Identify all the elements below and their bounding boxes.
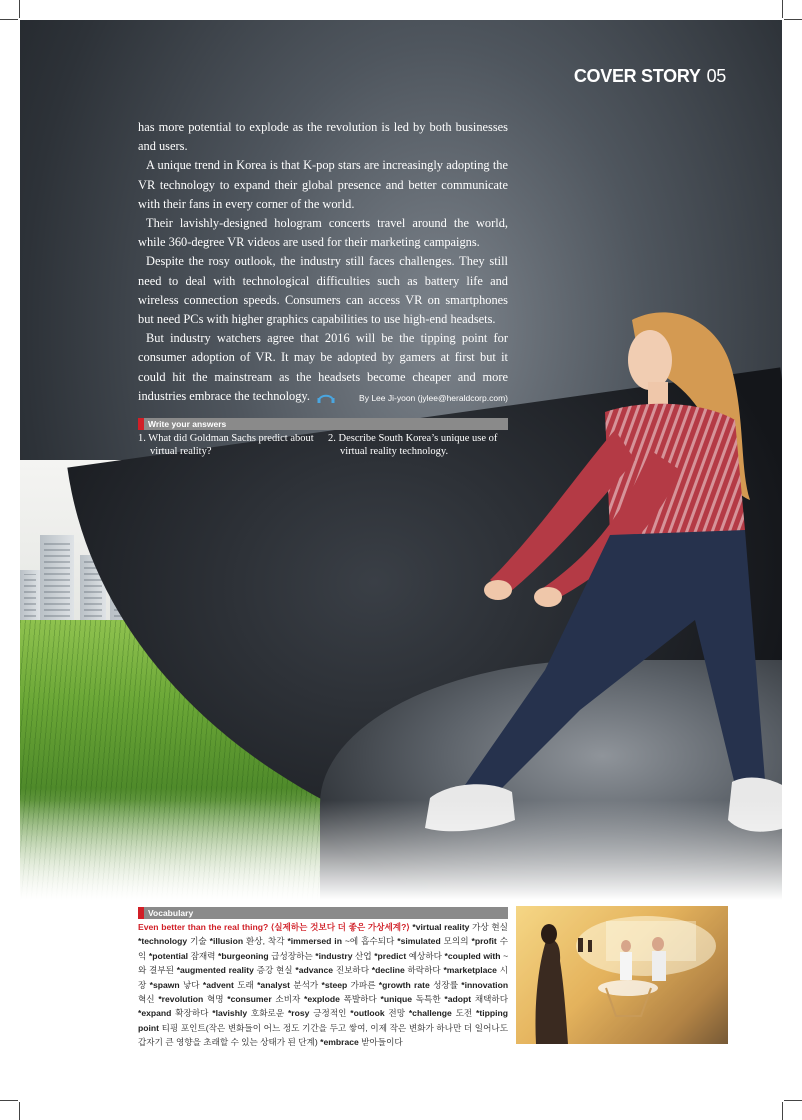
vocab-meaning: ~에 흡수되다 <box>344 936 395 947</box>
crop-mark <box>19 1102 20 1120</box>
vocab-meaning: 티핑 포인트(작은 변화들이 어느 정도 기간을 두고 쌓여, 이제 작은 변화가 하나만 더 일어나도 갑자기 큰 영향을 초래할 수 있는 상태가 된 단계) <box>138 1022 509 1048</box>
vocab-meaning: 환상, 착각 <box>246 936 285 947</box>
article-paragraph: has more potential to explode as the revolution is led by both businesses and users. <box>138 120 508 154</box>
vocab-meaning: 산업 <box>355 950 372 961</box>
vocab-meaning: 도래 <box>237 979 254 990</box>
vocab-term: *embrace <box>320 1037 359 1048</box>
vocab-term: *burgeoning <box>218 950 269 961</box>
vocab-term: *predict <box>374 950 407 961</box>
vocab-term: *potential <box>148 950 189 961</box>
vocab-term: *expand <box>138 1008 172 1019</box>
vocab-meaning: 채택하다 <box>474 994 509 1005</box>
vocab-term: *lavishly <box>212 1008 248 1019</box>
page-number: 05 <box>706 66 726 86</box>
vocab-term: *challenge <box>408 1008 452 1019</box>
vocabulary-intro: Even better than the real thing? ⟨실제하는 것보다 더 좋은 가상세계?⟩ <box>138 922 410 932</box>
bottom-fade <box>20 800 782 900</box>
vocab-term: *advent <box>202 979 234 990</box>
vocab-meaning: 수익 <box>138 936 509 961</box>
crop-mark <box>0 19 18 20</box>
section-header <box>574 66 726 87</box>
article-body <box>138 118 508 408</box>
question-item: 2. Describe South Korea’s unique use of virtual reality technology. <box>328 433 498 457</box>
vocab-term: *coupled with <box>444 950 501 961</box>
article-paragraph: A unique trend in Korea is that K-pop stars are increasingly adopting the VR technology to expand their global presence and better communicate with their fans in every corner of the world. <box>138 158 508 211</box>
headset-icon <box>317 391 335 403</box>
vocab-term: *growth rate <box>378 979 430 990</box>
vocabulary-heading <box>138 907 508 919</box>
crop-mark <box>784 19 802 20</box>
vocab-meaning: 호화로운 <box>250 1008 285 1019</box>
vocab-meaning: 기술 <box>190 936 207 947</box>
crop-mark <box>19 0 20 18</box>
vocab-meaning: 폭발하다 <box>343 994 377 1005</box>
article-paragraph-text: But industry watchers agree that 2016 will be the tipping point for consumer adoption of VR. It may be adopted by gamers at first but it could hit the mainstream as the headsets become cheaper and more industries embrace the technology. <box>138 331 508 403</box>
vocab-meaning: 진보하다 <box>335 965 370 976</box>
questions-heading-label: Write your answers <box>148 419 227 429</box>
vocab-meaning: 성장률 <box>433 979 458 990</box>
vocab-term: *simulated <box>397 936 441 947</box>
questions-heading <box>138 418 508 430</box>
vocab-term: *tipping point <box>138 1008 509 1033</box>
vocab-meaning: 긍정적인 <box>313 1008 347 1019</box>
vocab-term: *innovation <box>461 979 509 990</box>
vocab-meaning: 예상하다 <box>408 950 442 961</box>
vocab-term: *unique <box>380 994 413 1005</box>
vocab-meaning: 낳다 <box>182 979 200 990</box>
crop-mark <box>0 1100 18 1101</box>
vocab-term: *industry <box>315 950 353 961</box>
vocab-term: *technology <box>138 936 188 947</box>
vocab-meaning: 가상 현실 <box>472 922 508 932</box>
vocabulary-list <box>138 920 508 1050</box>
vocab-term: *illusion <box>209 936 244 947</box>
vocab-meaning: 분석가 <box>293 979 319 990</box>
vocab-term: *decline <box>371 965 405 976</box>
article-paragraph: Their lavishly-designed hologram concerts travel around the world, while 360-degree VR videos are used for their marketing campaigns. <box>138 216 508 250</box>
vocab-term: *immersed in <box>287 936 342 947</box>
vocab-meaning: 독특한 <box>415 994 441 1005</box>
questions-list <box>138 432 508 458</box>
vocab-term: *steep <box>321 979 348 990</box>
vocab-term: *adopt <box>444 994 472 1005</box>
vocab-meaning: 혁신 <box>138 994 155 1005</box>
vocab-term: *outlook <box>350 1008 385 1019</box>
article-paragraph: Despite the rosy outlook, the industry still faces challenges. They still need to deal with technological difficulties such as battery life and wireless connection speeds. Consumers can access VR on smartphones but need PCs with higher graphics capabilities to use high-end headsets. <box>138 254 508 327</box>
vocab-term: *advance <box>295 965 334 976</box>
vocab-meaning: ~와 결부된 <box>138 950 509 976</box>
article-paragraph <box>138 329 508 406</box>
vocabulary-entries <box>138 922 508 1047</box>
hologram-exhibit-photo <box>516 906 728 1044</box>
vocab-meaning: 시장 <box>138 965 508 990</box>
vocab-meaning: 혁명 <box>206 994 224 1005</box>
vocab-meaning: 확장하다 <box>175 1008 209 1019</box>
vocab-meaning: 받아들이다 <box>361 1037 403 1048</box>
vocab-term: *consumer <box>227 994 272 1005</box>
vocabulary-heading-label: Vocabulary <box>148 908 194 918</box>
crop-mark <box>784 1100 802 1101</box>
vocab-term: *rosy <box>287 1008 310 1019</box>
vocab-meaning: 가파른 <box>350 979 376 990</box>
vocab-term: *analyst <box>257 979 291 990</box>
vocab-meaning: 도전 <box>455 1008 473 1019</box>
vocab-meaning: 전망 <box>388 1008 406 1019</box>
vocab-meaning: 잠재력 <box>190 950 216 961</box>
vocab-meaning: 모의의 <box>443 936 469 947</box>
vocab-term: *profit <box>471 936 497 947</box>
vocab-meaning: 증강 현실 <box>256 965 293 976</box>
section-title: COVER STORY <box>573 66 701 86</box>
vocab-meaning: 급성장하는 <box>271 950 313 961</box>
crop-mark <box>782 0 783 18</box>
question-item: 1. What did Goldman Sachs predict about virtual reality? <box>138 433 314 457</box>
vocab-term: *marketplace <box>443 965 497 976</box>
vocab-term: *virtual reality <box>412 922 470 932</box>
crop-mark <box>782 1102 783 1120</box>
vocab-term: *revolution <box>158 994 204 1005</box>
vocab-term: *spawn <box>149 979 180 990</box>
vocab-term: *explode <box>304 994 340 1005</box>
byline: By Lee Ji-yoon (jylee@heraldcorp.com) <box>359 392 508 403</box>
vocab-meaning: 소비자 <box>275 994 301 1005</box>
vocab-term: *augmented reality <box>176 965 254 976</box>
vocab-meaning: 하락하다 <box>407 965 441 976</box>
